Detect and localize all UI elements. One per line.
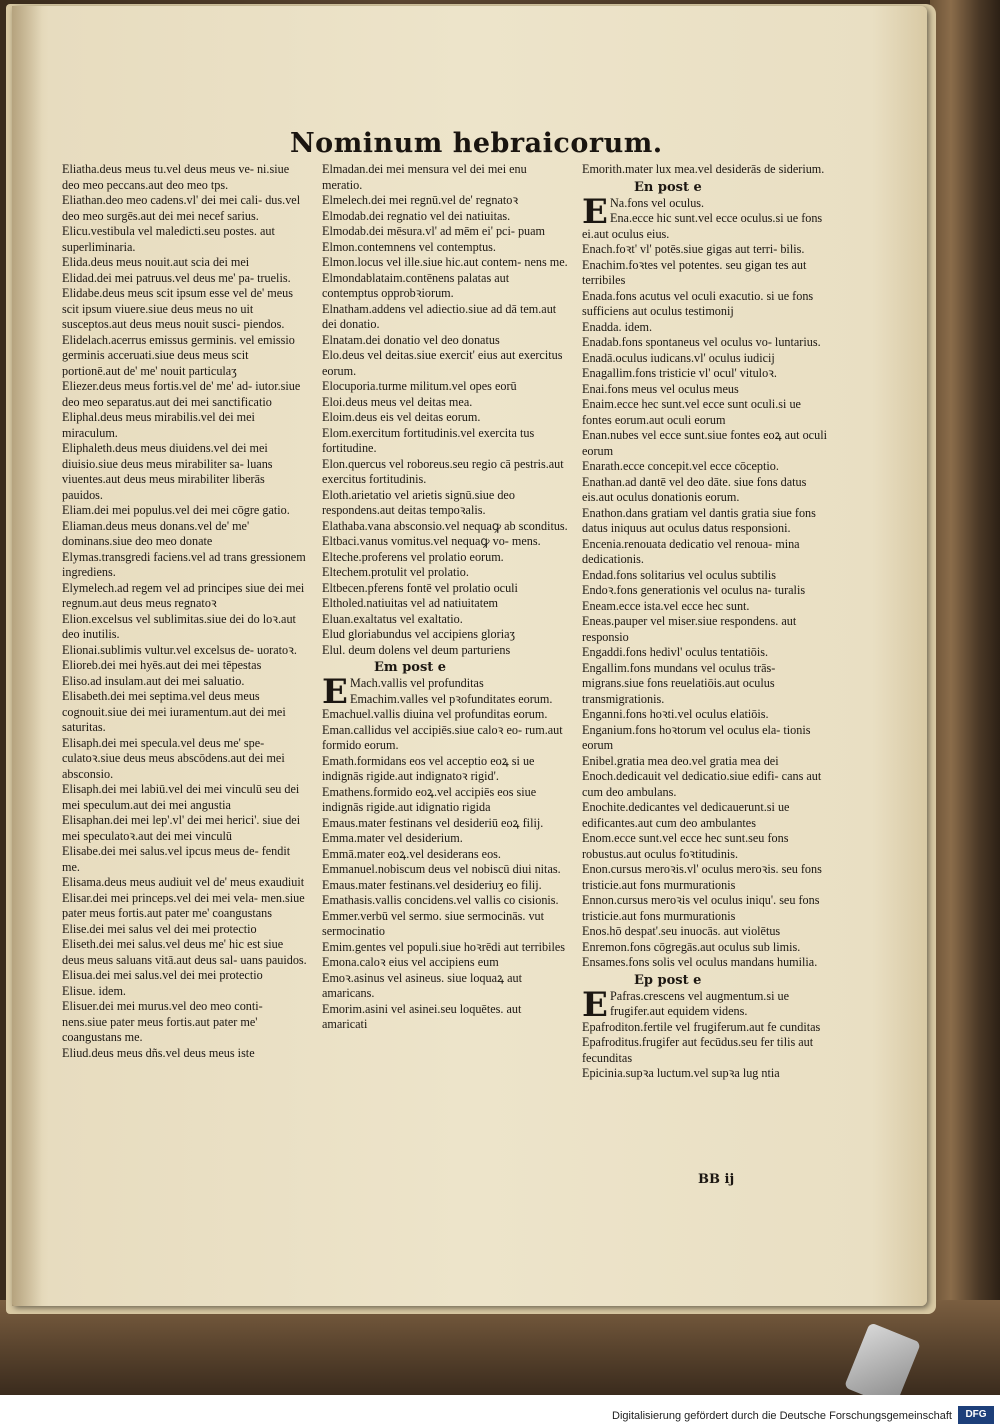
dictionary-entry [322, 893, 568, 909]
entry-text: Engaddi.fons hedivl' oculus tentatiōis. [582, 645, 768, 659]
entry-text: Enganni.fons hoꝛti.vel oculus elatiōis. [582, 707, 769, 721]
drop-initial: E [582, 191, 608, 232]
entry-text: Emim.gentes vel populi.siue hoꝛrēdi aut terribiles [322, 939, 566, 954]
entry-text: Emona.caloꝛ eius vel accipiens eum [322, 955, 499, 969]
entry-text: Eliud.deus meus dñs.vel deus meus iste [62, 1045, 255, 1060]
dictionary-entry [582, 537, 830, 568]
dictionary-entry [62, 410, 308, 441]
dictionary-entry [322, 333, 568, 349]
dictionary-entry [62, 286, 308, 333]
dictionary-entry [62, 162, 308, 193]
column-1 [62, 162, 308, 1061]
dictionary-entry [322, 692, 568, 708]
entry-text: Elmodab.dei regnatio vel dei natiuitas. [322, 208, 511, 223]
entry-text: Elymas.transgredi faciens.vel ad trans gressionem ingrediens. [62, 549, 306, 579]
entry-text: Enoch.dedicauit vel dedicatio.siue edifi- cans aut cum deo ambulans. [582, 769, 822, 799]
dictionary-entry [322, 909, 568, 940]
dictionary-entry [582, 568, 830, 584]
entry-text: Enaim.ecce hec sunt.vel ecce sunt oculi.si ue fontes eorum.aut oculi eorum [582, 397, 801, 427]
entry-text: Enremon.fons cōgregās.aut oculus sub limis. [582, 939, 801, 954]
entry-text: Emath.formidans eos vel acceptio eoꝝ si ue indignās rigide.aut indignatoꝛ rigid'. [322, 753, 535, 783]
entry-text: Epafroditus.frugifer aut fecūdus.seu fer tilis aut fecunditas [582, 1035, 814, 1065]
dictionary-entry [322, 627, 568, 643]
dictionary-entry [582, 862, 830, 893]
dictionary-entry [62, 255, 308, 271]
dictionary-entry [322, 707, 568, 723]
dictionary-entry [322, 426, 568, 457]
entry-text: Eliso.ad insulam.aut dei mei saluatio. [62, 673, 245, 688]
entry-text: Enom.ecce sunt.vel ecce hec sunt.seu fons robustus.aut oculus foꝛtitudinis. [582, 831, 789, 861]
dictionary-entry [62, 379, 308, 410]
dictionary-entry [582, 940, 830, 956]
dictionary-entry [62, 891, 308, 922]
entry-text: Enochite.dedicantes vel dedicauerunt.si ue edificantes.aut cum deo ambulantes [582, 800, 790, 830]
entry-text: Eliathan.deo meo cadens.vl' dei mei cali- dus.vel deo meo surgēs.aut dei mei necef sarius. [62, 193, 301, 223]
dictionary-entry [322, 488, 568, 519]
dictionary-entry [322, 193, 568, 209]
gutter-shadow [12, 6, 42, 1306]
entry-text: Eliphal.deus meus mirabilis.vel dei mei miraculum. [62, 410, 255, 440]
entry-text: Ennon.cursus meroꝛis vel oculus iniqu'. seu fons tristicie.aut fons murmurationis [582, 893, 820, 923]
dictionary-entry [322, 550, 568, 566]
entry-text: Elida.deus meus nouit.aut scia dei mei [62, 255, 250, 269]
section-heading [374, 660, 568, 675]
dictionary-entry [322, 847, 568, 863]
entry-text: Elocuporia.turme militum.vel opes eorū [322, 379, 517, 393]
entry-text: Emachuel.vallis diuina vel profunditas eorum. [322, 707, 548, 721]
entry-text: Em post e [374, 660, 447, 675]
dictionary-entry [322, 395, 568, 411]
entry-text: Elisaph.dei mei specula.vel deus me' spe- culatoꝛ.siue deus meus abscōdens.aut dei mei absconsio. [62, 735, 285, 781]
dictionary-entry [62, 612, 308, 643]
dictionary-entry [582, 335, 830, 351]
dictionary-entry [322, 302, 568, 333]
dictionary-entry [322, 565, 568, 581]
dictionary-entry [582, 382, 830, 398]
entry-text: Engallim.fons mundans vel oculus trās- migrans.siue fons reuelatiōis.aut oculus transmigrationis. [582, 660, 776, 706]
entry-text: Enach.foꝛt' vl' potēs.siue gigas aut terri- bilis. [582, 242, 805, 256]
dictionary-entry [582, 242, 830, 258]
entry-text: Emmā.mater eoꝝ.vel desiderans eos. [322, 846, 501, 861]
entry-text: Eliphaleth.deus meus diuidens.vel dei mei diuisio.siue deus meus mirabiliter sa- luans viuentes.aut deus meus mirabiliter liberās pauidos. [62, 441, 273, 502]
column-3 [582, 162, 830, 1082]
entry-text: Elise.dei mei salus vel dei mei protectio [62, 921, 257, 936]
entry-text: Enagallim.fons tristicie vl' ocul' vituloꝛ. [582, 366, 777, 380]
dictionary-entry [62, 875, 308, 891]
dictionary-entry [582, 924, 830, 940]
entry-text: Eltbecen.pferens fontē vel prolatio oculi [322, 580, 518, 595]
entry-text: Elmon.locus vel ille.siue hic.aut contem- nens me. [322, 255, 568, 269]
dictionary-entry [582, 428, 830, 459]
dictionary-entry [62, 689, 308, 736]
dictionary-entry [322, 379, 568, 395]
dictionary-entry [62, 224, 308, 255]
entry-text: Elul. deum dolens vel deum parturiens [322, 642, 511, 657]
dictionary-entry [582, 800, 830, 831]
dictionary-entry [322, 1002, 568, 1033]
entry-text: Emmanuel.nobiscum deus vel nobiscū diui nitas. [322, 862, 561, 876]
entry-text: Emma.mater vel desiderium. [322, 831, 463, 845]
dictionary-entry [322, 862, 568, 878]
dictionary-entry [582, 893, 830, 924]
entry-text: Enan.nubes vel ecce sunt.siue fontes eoꝝ aut oculi eorum [582, 428, 827, 458]
entry-text: Pafras.crescens vel augmentum.si ue frugifer.aut equidem videns. [610, 988, 790, 1018]
section-heading [634, 180, 830, 195]
dictionary-entry [582, 258, 830, 289]
dictionary-entry [62, 503, 308, 519]
dictionary-entry [582, 707, 830, 723]
dictionary-entry [582, 645, 830, 661]
dictionary-entry [322, 581, 568, 597]
entry-text: Elisar.dei mei princeps.vel dei mei vela- men.siue pater meus fortis.aut pater me' coangustans [62, 890, 305, 920]
dictionary-entry [582, 475, 830, 506]
dictionary-entry [62, 658, 308, 674]
entry-text: Eloi.deus meus vel deitas mea. [322, 394, 473, 409]
dictionary-entry [322, 971, 568, 1002]
dictionary-entry [582, 320, 830, 336]
entry-text: Enachim.foꝛtes vel potentes. seu gigan tes aut terribiles [582, 257, 807, 287]
dictionary-entry [62, 984, 308, 1000]
dictionary-entry [582, 831, 830, 862]
entry-text: Elmelech.dei mei regnū.vel de' regnatoꝛ [322, 193, 519, 207]
entry-text: Emorim.asini vel asinei.seu loquētes. aut amaricati [322, 1001, 522, 1031]
entry-text: Elmadan.dei mei mensura vel dei mei enu meratio. [322, 162, 527, 192]
entry-text: Eltechem.protulit vel prolatio. [322, 565, 469, 579]
dictionary-entry [582, 351, 830, 367]
entry-text: Enganium.fons hoꝛtorum vel oculus ela- tionis eorum [582, 722, 811, 752]
entry-text: Elmondablataim.contēnens palatas aut contemptus opprobꝛiorum. [322, 270, 510, 300]
entry-text: Eman.callidus vel accipiēs.siue caloꝛ eo- rum.aut formido eorum. [322, 722, 563, 752]
entry-text: Elisabeth.dei mei septima.vel deus meus cognouit.siue dei mei iuramentum.aut dei mei saturitas. [62, 689, 286, 734]
dictionary-entry [322, 519, 568, 535]
entry-text: Emorith.mater lux mea.vel desiderās de siderium. [582, 162, 825, 176]
entry-text: Elisaph.dei mei labiū.vel dei mei vinculū seu dei mei speculum.aut dei mei angustia [62, 782, 300, 812]
entry-text: Endoꝛ.fons generationis vel oculus na- turalis [582, 583, 806, 597]
dictionary-entry [582, 289, 830, 320]
entry-text: Elisabe.dei mei salus.vel ipcus meus de- fendit me. [62, 844, 291, 874]
dictionary-entry [62, 782, 308, 813]
entry-text: Eltbaci.vanus vomitus.vel nequaꝙ vo- mens. [322, 534, 541, 548]
entry-text: Mach.vallis vel profunditas [350, 676, 484, 690]
dictionary-entry [62, 333, 308, 380]
drop-initial: E [322, 672, 348, 712]
dictionary-entry [582, 984, 830, 1025]
dictionary-entry [582, 955, 830, 971]
dictionary-entry [62, 937, 308, 968]
entry-text: Elnatam.dei donatio vel deo donatus [322, 332, 500, 347]
entry-text: Elmon.contemnens vel contemptus. [322, 239, 496, 254]
entry-text: Emachim.valles vel pꝛofunditates eorum. [350, 691, 553, 706]
footer-bar [0, 1395, 1000, 1428]
dictionary-entry [582, 754, 830, 770]
dictionary-entry [62, 999, 308, 1046]
dictionary-entry [322, 643, 568, 659]
dictionary-entry [62, 736, 308, 783]
entry-text: Elud gloriabundus vel accipiens gloriaʒ [322, 627, 515, 641]
dictionary-entry [582, 459, 830, 475]
dictionary-entry [62, 193, 308, 224]
entry-text: Elon.quercus vel roboreus.seu regio cā pestris.aut exercitus fortitudinis. [322, 456, 564, 486]
entry-text: Emathens.formido eoꝝ.vel accipiēs eos siue indignās rigide.aut idignatio rigida [322, 784, 537, 814]
dictionary-entry [322, 240, 568, 256]
dictionary-entry [322, 596, 568, 612]
section-heading [634, 973, 830, 988]
entry-text: Elisue. idem. [62, 983, 126, 998]
dictionary-entry [582, 1066, 830, 1082]
entry-text: Elnatham.addens vel adiectio.siue ad dā tem.aut dei donatio. [322, 301, 557, 331]
book-edge-right [930, 0, 1000, 1395]
entry-text: Encenia.renouata dedicatio vel renoua- mina dedicationis. [582, 536, 800, 566]
entry-text: Eliezer.deus meus fortis.vel de' me' ad- iutor.siue deo meo separatus.aut dei mei sanctificatio [62, 379, 301, 409]
entry-text: Eneas.pauper vel miser.siue respondens. aut responsio [582, 614, 797, 644]
dictionary-entry [62, 674, 308, 690]
column-2 [322, 162, 568, 1033]
entry-text: Emoꝛ.asinus vel asineus. siue loquaꝝ aut amaricans. [322, 970, 523, 1000]
dictionary-entry [582, 583, 830, 599]
entry-text: Enon.cursus meroꝛis.vl' oculus meroꝛis. seu fons tristicie.aut fons murmurationis [582, 862, 822, 892]
entry-text: Eliseth.dei mei salus.vel deus me' hic est siue deus meus saluans vitā.aut deus sal- uans pauidos. [62, 937, 307, 967]
entry-text: Elmodab.dei mēsura.vl' ad mēm ei' pci- puam [322, 224, 546, 238]
dictionary-entry [322, 723, 568, 754]
dictionary-entry [322, 785, 568, 816]
entry-text: Ena.ecce hic sunt.vel ecce oculus.si ue fons ei.aut oculus eius. [582, 211, 823, 241]
entry-text: Eliaman.deus meus donans.vel de' me' dominans.siue deo meo donate [62, 518, 250, 548]
page-title: Nominum hebraicorum. [290, 128, 663, 159]
dictionary-entry [322, 816, 568, 832]
dictionary-entry [582, 599, 830, 615]
dfg-logo: DFG [958, 1406, 994, 1424]
entry-text: Elioreb.dei mei hyēs.aut dei mei tēpestas [62, 658, 262, 672]
entry-text: Elionai.sublimis vultur.vel excelsus de- uoratoꝛ. [62, 642, 297, 657]
dictionary-entry [322, 955, 568, 971]
dictionary-entry [322, 940, 568, 956]
dictionary-entry [322, 754, 568, 785]
dictionary-entry [582, 211, 830, 242]
entry-text: Ensames.fons solis vel oculus mandans humilia. [582, 955, 818, 969]
dictionary-entry [322, 457, 568, 488]
dictionary-entry [322, 831, 568, 847]
entry-text: Elom.exercitum fortitudinis.vel exercita tus fortitudine. [322, 425, 535, 455]
dictionary-entry [62, 922, 308, 938]
dictionary-entry [322, 255, 568, 271]
dictionary-entry [582, 661, 830, 708]
entry-text: Enadā.oculus iudicans.vl' oculus iudicij [582, 350, 775, 365]
dictionary-entry [62, 550, 308, 581]
dictionary-entry [62, 1046, 308, 1062]
dictionary-entry [322, 878, 568, 894]
entry-text: En post e [634, 179, 702, 195]
dictionary-entry [322, 348, 568, 379]
dictionary-entry [322, 612, 568, 628]
entry-text: Elidelach.acerrus emissus germinis. vel emissio germinis acceruati.siue deus meus scit portionē.aut de' me' nouit particulaʒ [62, 332, 295, 378]
entry-text: Elisuer.dei mei murus.vel deo meo conti- nens.siue pater meus fortis.aut pater me' coangustans me. [62, 999, 263, 1044]
entry-text: Emmer.verbū vel sermo. siue sermocinās. vut sermocinatio [322, 908, 545, 938]
entry-text: Elymelech.ad regem vel ad principes siue dei mei regnum.aut deus meus regnatoꝛ [62, 580, 305, 610]
entry-text: Ep post e [634, 972, 702, 988]
dictionary-entry [322, 162, 568, 193]
entry-text: Eliam.dei mei populus.vel dei mei cōgre gatio. [62, 503, 290, 517]
entry-text: Enathon.dans gratiam vel dantis gratia siue fons datus iniquus aut oculus datus responsioni. [582, 505, 816, 535]
entry-text: Enos.hō despat'.seu inuocās. aut violētus [582, 924, 781, 938]
entry-text: Elo.deus vel deitas.siue exercit' eius aut exercitus eorum. [322, 348, 563, 378]
entry-text: Emathasis.vallis concidens.vel vallis co cisionis. [322, 893, 559, 907]
entry-text: Elisua.dei mei salus.vel dei mei protectio [62, 968, 263, 982]
dictionary-entry [582, 723, 830, 754]
entry-text: Elicu.vestibula vel maledicti.seu postes. aut superliminaria. [62, 224, 275, 254]
dictionary-entry [582, 366, 830, 382]
entry-text: Epicinia.supꝛa luctum.vel supꝛa lug ntia [582, 1066, 780, 1080]
signature-mark: BB ij [698, 1172, 735, 1187]
dictionary-entry [62, 643, 308, 659]
dictionary-entry [322, 209, 568, 225]
entry-text: Enibel.gratia mea deo.vel gratia mea dei [582, 753, 779, 768]
dictionary-entry [62, 441, 308, 503]
dictionary-entry [62, 844, 308, 875]
dictionary-entry [322, 410, 568, 426]
entry-text: Emaus.mater festinans.vel desideriuʒ eo filij. [322, 877, 542, 892]
entry-text: Emaus.mater festinans vel desideriū eoꝝ filij. [322, 815, 544, 830]
entry-text: Eluan.exaltatus vel exaltatio. [322, 611, 463, 626]
dictionary-entry [582, 397, 830, 428]
entry-text: Elidabe.deus meus scit ipsum esse vel de' meus scit ipsum viuere.siue deus meus no uit susceptos.aut deus meus nouit susci- piendos. [62, 286, 294, 331]
drop-initial: E [582, 984, 608, 1025]
dictionary-entry [322, 271, 568, 302]
entry-text: Eltholed.natiuitas vel ad natiuitatem [322, 596, 498, 610]
dictionary-entry [582, 506, 830, 537]
entry-text: Eliatha.deus meus tu.vel deus meus ve- ni.siue deo meo peccans.aut deo meo tps. [62, 162, 290, 192]
entry-text: Enarath.ecce concepit.vel ecce cōceptio. [582, 459, 779, 473]
entry-text: Na.fons vel oculus. [610, 195, 705, 210]
entry-text: Enai.fons meus vel oculus meus [582, 381, 739, 396]
entry-text: Endad.fons solitarius vel oculus subtilis [582, 567, 776, 582]
entry-text: Enadab.fons spontaneus vel oculus vo- luntarius. [582, 335, 821, 349]
entry-text: Enada.fons acutus vel oculi exacutio. si ue fons sufficiens aut oculus testimonij [582, 288, 814, 318]
entry-text: Elteche.proferens vel prolatio eorum. [322, 549, 504, 564]
entry-text: Epafroditon.fertile vel frugiferum.aut fe cunditas [582, 1019, 821, 1034]
dictionary-entry [62, 519, 308, 550]
dictionary-entry [322, 534, 568, 550]
dictionary-entry [582, 162, 830, 178]
entry-text: Enathan.ad dantē vel deo dāte. siue fons datus eis.aut oculus donationis eorum. [582, 474, 807, 504]
dictionary-entry [582, 1020, 830, 1036]
dictionary-entry [62, 813, 308, 844]
entry-text: Eneam.ecce ista.vel ecce hec sunt. [582, 598, 750, 613]
dictionary-entry [322, 224, 568, 240]
dictionary-entry [62, 271, 308, 287]
entry-text: Eloth.arietatio vel arietis signū.siue deo respondens.aut deitas tempoꝛalis. [322, 487, 515, 517]
entry-text: Eloim.deus eis vel deitas eorum. [322, 410, 481, 424]
dictionary-entry [582, 1035, 830, 1066]
entry-text: Enadda. idem. [582, 319, 653, 334]
dictionary-entry [582, 614, 830, 645]
dictionary-entry [62, 968, 308, 984]
entry-text: Elisaphan.dei mei lep'.vl' dei mei herici'. siue dei mei speculatoꝛ.aut dei mei vinculū [62, 813, 301, 843]
entry-text: Elathaba.vana absconsio.vel nequaꝙ ab sconditus. [322, 518, 568, 533]
entry-text: Elidad.dei mei patruus.vel deus me' pa- truelis. [62, 270, 291, 285]
dictionary-entry [582, 769, 830, 800]
entry-text: Elisama.deus meus audiuit vel de' meus exaudiuit [62, 875, 305, 889]
funding-credit: Digitalisierung gefördert durch die Deutsche Forschungsgemeinschaft [612, 1410, 952, 1422]
dictionary-entry [62, 581, 308, 612]
entry-text: Elion.excelsus vel sublimitas.siue dei do loꝛ.aut deo inutilis. [62, 611, 296, 641]
